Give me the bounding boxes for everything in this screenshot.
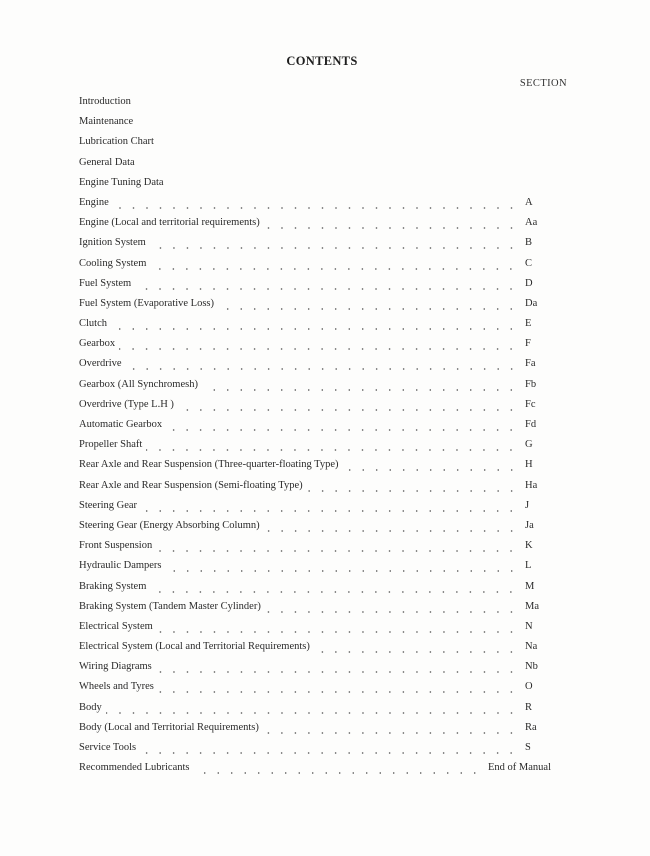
toc-entry-section: Aa bbox=[521, 215, 551, 231]
toc-entry-label: Ignition System bbox=[79, 235, 150, 251]
dot-leader bbox=[113, 200, 521, 216]
toc-entry-label: Fuel System (Evaporative Loss) bbox=[79, 296, 218, 312]
dot-leader bbox=[119, 341, 521, 357]
toc-entry-label: Lubrication Chart bbox=[79, 134, 158, 150]
toc-entry bbox=[79, 599, 551, 619]
dot-leader bbox=[150, 584, 521, 600]
toc-entry bbox=[79, 558, 551, 578]
toc-entry-label: Gearbox (All Synchromesh) bbox=[79, 377, 202, 393]
toc-entry bbox=[79, 498, 551, 518]
toc-entry-section: H bbox=[521, 457, 551, 473]
toc-entry-label: Engine bbox=[79, 195, 113, 211]
toc-entry bbox=[79, 336, 551, 356]
toc-entry-label: Braking System (Tandem Master Cylinder) bbox=[79, 599, 265, 615]
toc-entry-section: N bbox=[521, 619, 551, 635]
toc-entry-label: Recommended Lubricants bbox=[79, 760, 194, 776]
toc-entry-section: J bbox=[521, 498, 551, 514]
toc-entry-section: R bbox=[521, 700, 551, 716]
dot-leader bbox=[178, 402, 521, 418]
toc-entry bbox=[79, 659, 551, 679]
page-title: CONTENTS bbox=[286, 54, 358, 68]
toc-entry bbox=[79, 478, 551, 498]
toc-entry-label: Electrical System (Local and Territorial Requirements) bbox=[79, 639, 314, 655]
toc-entry-label: Overdrive bbox=[79, 356, 126, 372]
toc-entry bbox=[79, 235, 551, 255]
toc-entry-section: F bbox=[521, 336, 551, 352]
dot-leader bbox=[264, 523, 521, 539]
dot-leader bbox=[150, 240, 521, 256]
toc-entry-label: Clutch bbox=[79, 316, 111, 332]
toc-entry bbox=[79, 276, 551, 296]
dot-leader bbox=[264, 220, 521, 236]
toc-entry bbox=[79, 175, 551, 195]
dot-leader bbox=[202, 382, 521, 398]
toc-entry bbox=[79, 760, 551, 780]
toc-entry-label: Service Tools bbox=[79, 740, 140, 756]
toc-entry bbox=[79, 417, 551, 437]
dot-leader bbox=[150, 261, 521, 277]
toc-entry bbox=[79, 296, 551, 316]
dot-leader bbox=[265, 604, 521, 620]
toc-entry-label: Introduction bbox=[79, 94, 135, 110]
toc-entry bbox=[79, 579, 551, 599]
toc-entry bbox=[79, 256, 551, 276]
toc-entry bbox=[79, 377, 551, 397]
dot-leader bbox=[126, 361, 521, 377]
toc-entry-label: Wiring Diagrams bbox=[79, 659, 156, 675]
toc-entry bbox=[79, 538, 551, 558]
toc-entry-section: S bbox=[521, 740, 551, 756]
toc-entry-section: K bbox=[521, 538, 551, 554]
toc-entry-section: Ra bbox=[521, 720, 551, 736]
toc-entry bbox=[79, 457, 551, 477]
dot-leader bbox=[140, 745, 521, 761]
dot-leader bbox=[307, 483, 521, 499]
toc-entry-section: Ja bbox=[521, 518, 551, 534]
section-column-header: SECTION bbox=[519, 78, 567, 89]
dot-leader bbox=[343, 462, 521, 478]
toc-entry-label: Steering Gear (Energy Absorbing Column) bbox=[79, 518, 264, 534]
dot-leader bbox=[141, 503, 521, 519]
toc-entry-section: L bbox=[521, 558, 551, 574]
toc-entry bbox=[79, 437, 551, 457]
toc-entry-section: End of Manual bbox=[484, 760, 551, 776]
dot-leader bbox=[146, 442, 521, 458]
dot-leader bbox=[106, 705, 521, 721]
toc-entry bbox=[79, 94, 551, 114]
toc-entry bbox=[79, 134, 551, 154]
toc-entry-label: Rear Axle and Rear Suspension (Three-quarter-floating Type) bbox=[79, 457, 343, 473]
dot-leader bbox=[158, 684, 521, 700]
toc-entry-label: Cooling System bbox=[79, 256, 150, 272]
toc-entry-label: Wheels and Tyres bbox=[79, 679, 158, 695]
toc-entry-label: Front Suspension bbox=[79, 538, 156, 554]
toc-entry-section: E bbox=[521, 316, 551, 332]
dot-leader bbox=[166, 563, 521, 579]
dot-leader bbox=[218, 301, 521, 317]
toc-entry bbox=[79, 195, 551, 215]
toc-entry bbox=[79, 316, 551, 336]
toc-entry bbox=[79, 679, 551, 699]
toc-entry-section: Ma bbox=[521, 599, 551, 615]
toc-entry-label: Rear Axle and Rear Suspension (Semi-floating Type) bbox=[79, 478, 307, 494]
toc-entry-section: C bbox=[521, 256, 551, 272]
toc-entry-section: M bbox=[521, 579, 551, 595]
toc-entry bbox=[79, 114, 551, 134]
toc-entry bbox=[79, 720, 551, 740]
toc-entry-label: Overdrive (Type L.H ) bbox=[79, 397, 178, 413]
toc-entry-section: Fa bbox=[521, 356, 551, 372]
toc-entry-label: Propeller Shaft bbox=[79, 437, 146, 453]
toc-entry bbox=[79, 397, 551, 417]
dot-leader bbox=[157, 624, 521, 640]
toc-entry-label: Fuel System bbox=[79, 276, 135, 292]
toc-entry bbox=[79, 155, 551, 175]
dot-leader bbox=[166, 422, 521, 438]
toc-entry-section: G bbox=[521, 437, 551, 453]
toc-entry bbox=[79, 740, 551, 760]
toc-entry-label: Engine (Local and territorial requirements) bbox=[79, 215, 264, 231]
toc-entry-section: Fd bbox=[521, 417, 551, 433]
toc-entry-label: Body bbox=[79, 700, 106, 716]
dot-leader bbox=[111, 321, 521, 337]
dot-leader bbox=[156, 543, 521, 559]
toc-entry-section: Ha bbox=[521, 478, 551, 494]
dot-leader bbox=[194, 765, 484, 781]
toc-entry-label: Steering Gear bbox=[79, 498, 141, 514]
toc-entry-section: O bbox=[521, 679, 551, 695]
toc-entry-section: Fb bbox=[521, 377, 551, 393]
toc-entry bbox=[79, 356, 551, 376]
toc-entry-section: A bbox=[521, 195, 551, 211]
dot-leader bbox=[135, 281, 521, 297]
toc-entry bbox=[79, 518, 551, 538]
toc-entry-section: Fc bbox=[521, 397, 551, 413]
toc-entry-label: Braking System bbox=[79, 579, 150, 595]
table-of-contents bbox=[79, 94, 551, 780]
toc-entry-label: Maintenance bbox=[79, 114, 137, 130]
toc-entry-label: Gearbox bbox=[79, 336, 119, 352]
dot-leader bbox=[263, 725, 521, 741]
toc-entry bbox=[79, 700, 551, 720]
toc-entry bbox=[79, 639, 551, 659]
dot-leader bbox=[156, 664, 521, 680]
toc-entry-label: General Data bbox=[79, 155, 139, 171]
toc-entry-section: Nb bbox=[521, 659, 551, 675]
toc-entry-label: Body (Local and Territorial Requirements) bbox=[79, 720, 263, 736]
toc-entry-section: Na bbox=[521, 639, 551, 655]
toc-entry bbox=[79, 215, 551, 235]
toc-entry-label: Automatic Gearbox bbox=[79, 417, 166, 433]
toc-entry bbox=[79, 619, 551, 639]
toc-entry-label: Hydraulic Dampers bbox=[79, 558, 166, 574]
toc-entry-label: Engine Tuning Data bbox=[79, 175, 168, 191]
toc-entry-section: Da bbox=[521, 296, 551, 312]
toc-entry-label: Electrical System bbox=[79, 619, 157, 635]
dot-leader bbox=[314, 644, 521, 660]
toc-entry-section: B bbox=[521, 235, 551, 251]
toc-entry-section: D bbox=[521, 276, 551, 292]
